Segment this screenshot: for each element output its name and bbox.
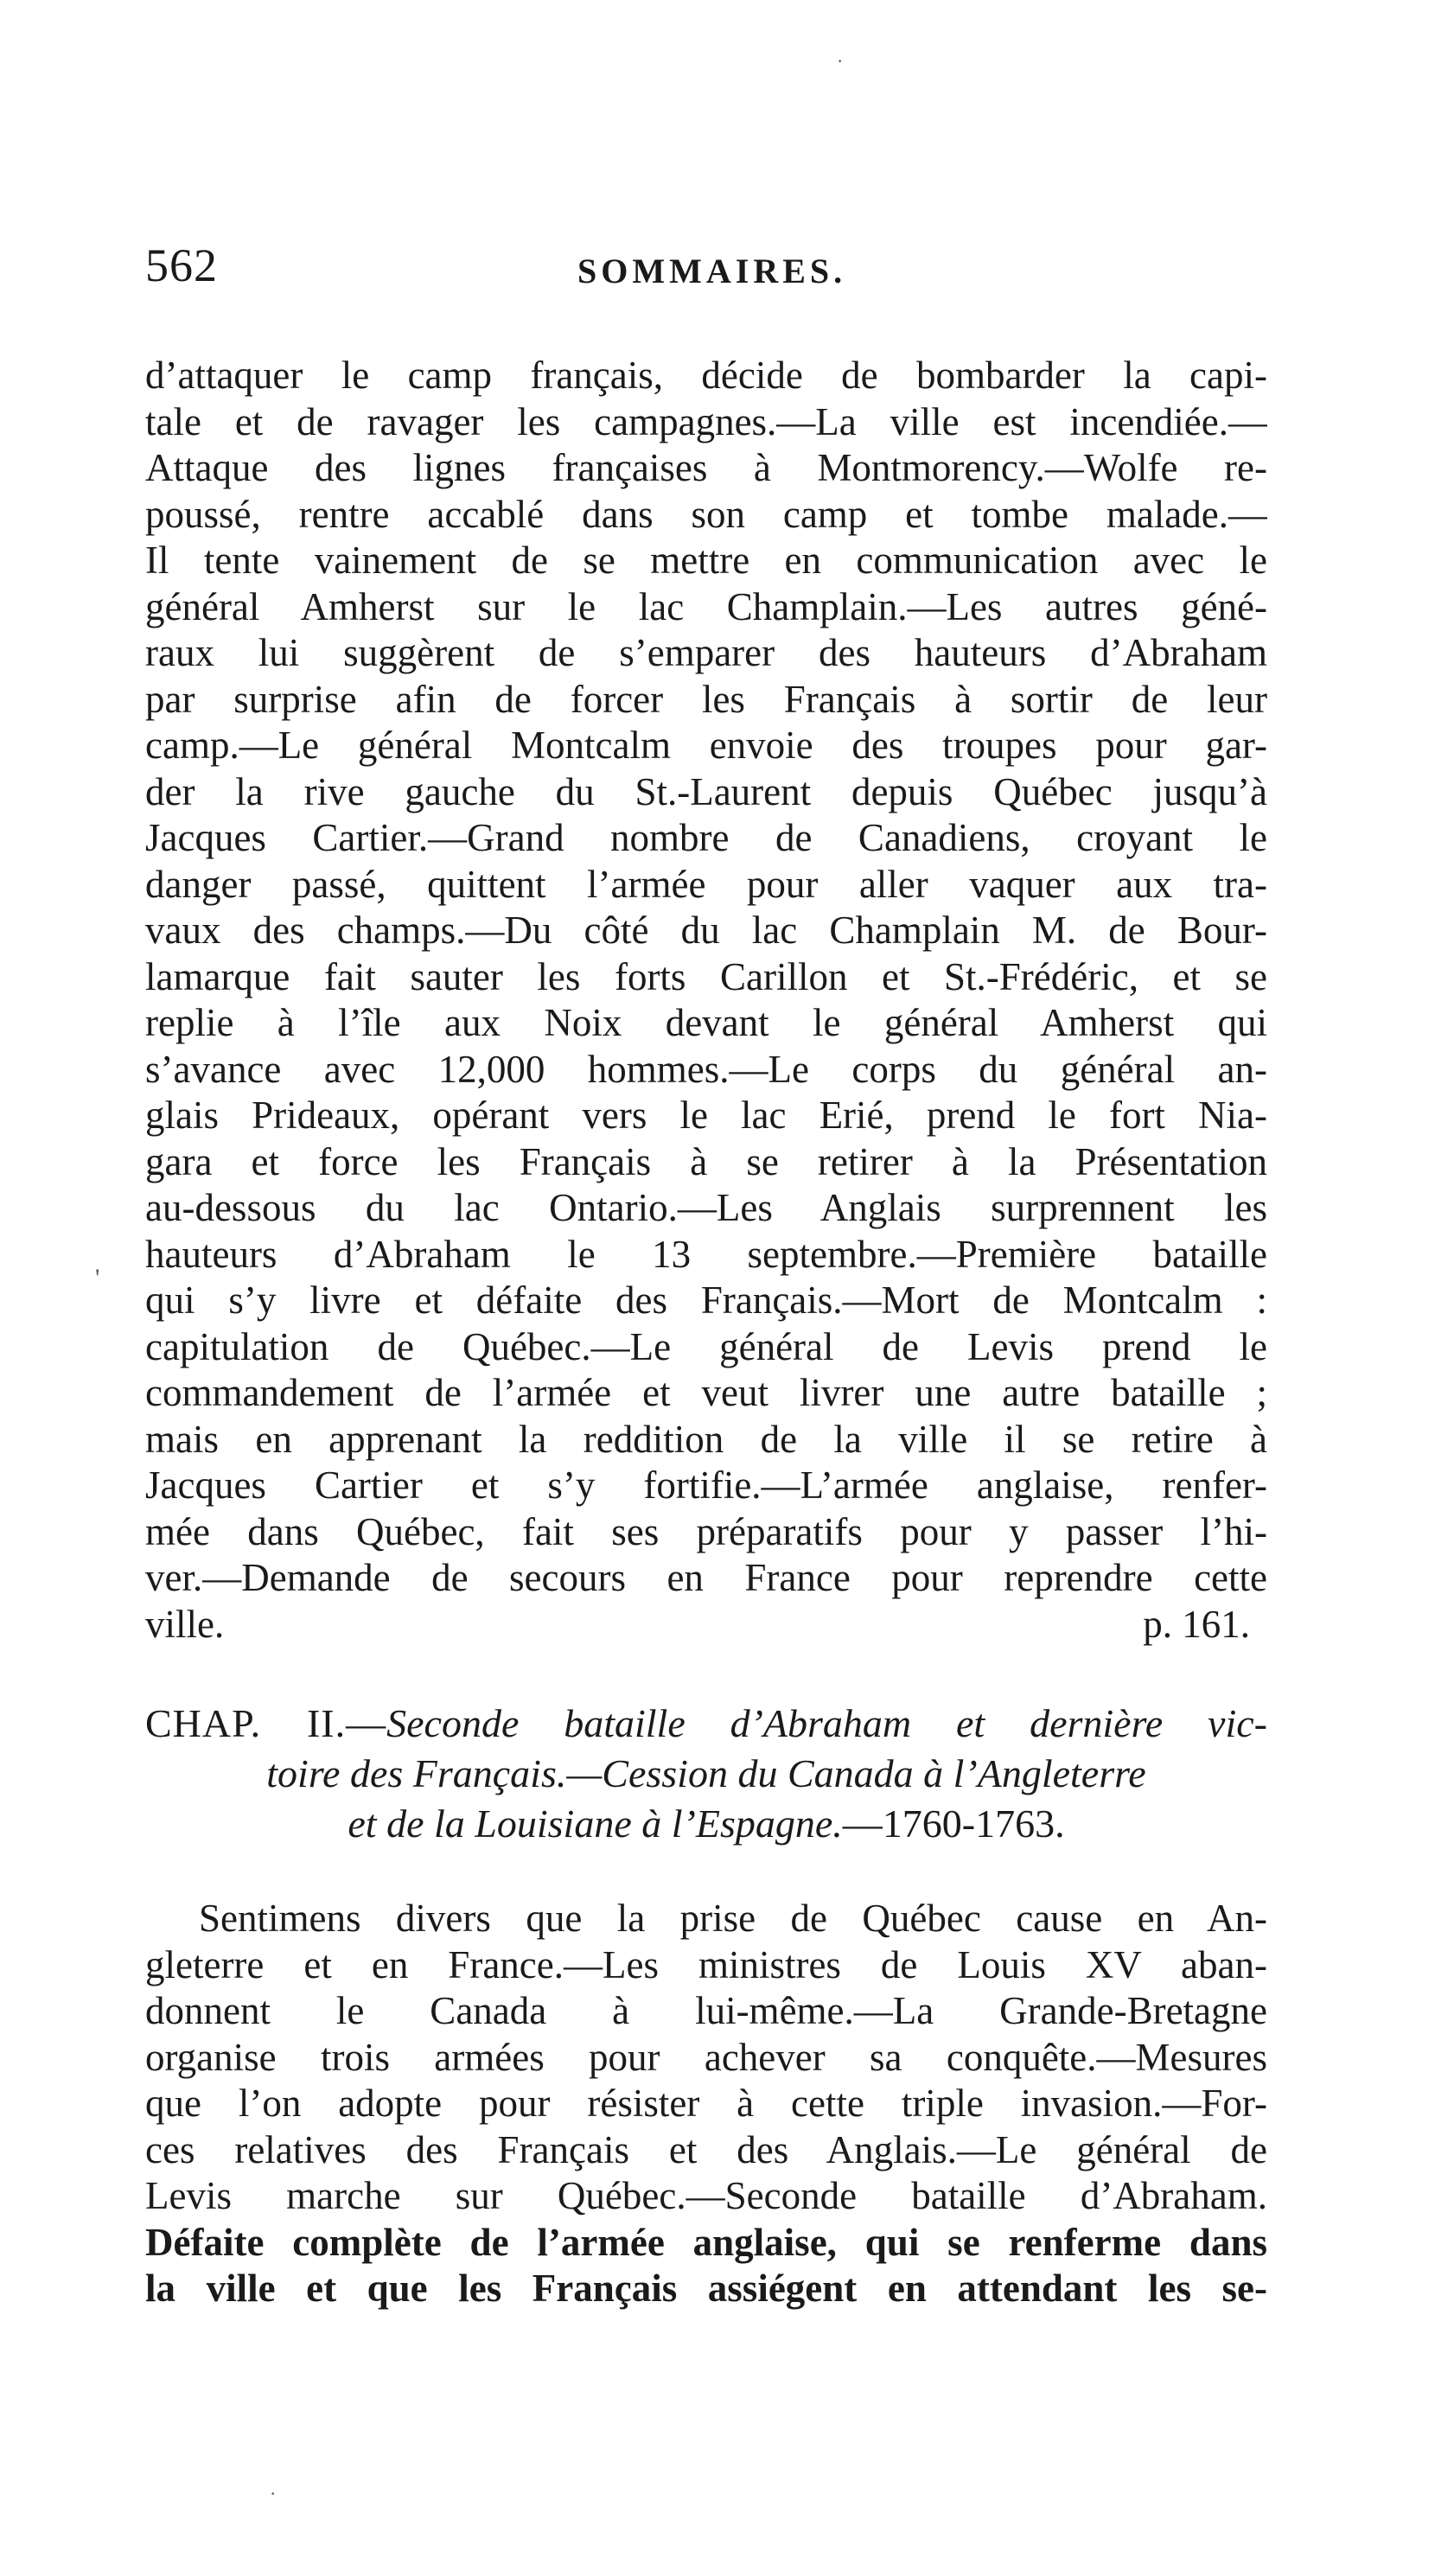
- chapter-title: et de la Louisiane à l’Espagne.: [348, 1801, 843, 1846]
- summary-chapter-2: [145, 1896, 1267, 2312]
- text-line: raux lui suggèrent de s’emparer des hauteurs d’Abraham: [145, 631, 1267, 674]
- text-line: der la rive gauche du St.-Laurent depuis Québec jusqu’à: [145, 769, 1267, 813]
- margin-mark: ': [95, 1264, 100, 1292]
- text-line: Attaque des lignes françaises à Montmorency.—Wolfe re-: [145, 446, 1267, 489]
- text-line: commandement de l’armée et veut livrer une autre bataille ;: [145, 1371, 1267, 1414]
- text-line: mée dans Québec, fait ses préparatifs pour y passer l’hi-: [145, 1509, 1267, 1553]
- text-line: Sentimens divers que la prise de Québec cause en An-: [199, 1897, 1267, 1940]
- text-line: vaux des champs.—Du côté du lac Champlain M. de Bour-: [145, 909, 1267, 952]
- text-line: Il tente vainement de se mettre en communication avec le: [145, 539, 1267, 582]
- text-line: tale et de ravager les campagnes.—La ville est incendiée.—: [145, 399, 1267, 443]
- chapter-title: Seconde bataille d’Abraham et dernière vic-: [386, 1701, 1267, 1745]
- text-line: hauteurs d’Abraham le 13 septembre.—Première bataille: [145, 1232, 1267, 1276]
- chapter-label: CHAP. II.—: [145, 1701, 387, 1745]
- text-line: capitulation de Québec.—Le général de Levis prend le: [145, 1324, 1267, 1368]
- text-line: qui s’y livre et défaite des Français.—Mort de Montcalm :: [145, 1278, 1267, 1322]
- page-number: 562: [145, 239, 218, 291]
- chapter-heading-line: [145, 1699, 1267, 1749]
- chapter-title: toire des Français.—Cession du Canada à l’Angleterre: [266, 1751, 1146, 1795]
- page-header: [145, 239, 1269, 299]
- text-line: la ville et que les Français assiégent en attendant les se-: [145, 2267, 1267, 2310]
- chapter-heading: [145, 1699, 1267, 1849]
- text-line: replie à l’île aux Noix devant le général Amherst qui: [145, 1001, 1267, 1044]
- page-reference-line: [145, 1602, 1267, 1648]
- text-line: Levis marche sur Québec.—Seconde bataille d’Abraham.: [145, 2174, 1267, 2217]
- text-line: camp.—Le général Montcalm envoie des troupes pour gar-: [145, 724, 1267, 767]
- text-line: s’avance avec 12,000 hommes.—Le corps du général an-: [145, 1047, 1267, 1091]
- text-line: d’attaquer le camp français, décide de bombarder la capi-: [145, 354, 1267, 397]
- text-line: au-dessous du lac Ontario.—Les Anglais surprennent les: [145, 1186, 1267, 1229]
- print-speck: ·: [837, 50, 844, 72]
- text-line: Jacques Cartier.—Grand nombre de Canadiens, croyant le: [145, 816, 1267, 859]
- text-line: ver.—Demande de secours en France pour reprendre cette: [145, 1556, 1267, 1599]
- print-speck: ·: [270, 2483, 277, 2504]
- text-line: général Amherst sur le lac Champlain.—Les autres géné-: [145, 584, 1267, 628]
- text-line: ville.: [145, 1602, 225, 1646]
- text-line: Défaite complète de l’armée anglaise, qui se renferme dans: [145, 2220, 1267, 2264]
- text-line: danger passé, quittent l’armée pour aller vaquer aux tra-: [145, 862, 1267, 906]
- text-line: glais Prideaux, opérant vers le lac Erié, prend le fort Nia-: [145, 1094, 1267, 1137]
- text-line: Jacques Cartier et s’y fortifie.—L’armée anglaise, renfer-: [145, 1463, 1267, 1507]
- text-line: lamarque fait sauter les forts Carillon et St.-Frédéric, et se: [145, 954, 1267, 998]
- page-reference: p. 161.: [1143, 1602, 1250, 1646]
- text-line: gleterre et en France.—Les ministres de Louis XV aban-: [145, 1942, 1267, 1986]
- chapter-heading-line: [145, 1799, 1267, 1849]
- text-line: par surprise afin de forcer les Français à sortir de leur: [145, 677, 1267, 721]
- text-line: mais en apprenant la reddition de la ville il se retire à: [145, 1417, 1267, 1461]
- chapter-dates: —1760-1763.: [842, 1801, 1065, 1846]
- running-head: SOMMAIRES.: [577, 252, 847, 290]
- text-line: que l’on adopte pour résister à cette triple invasion.—For-: [145, 2082, 1267, 2125]
- text-line: poussé, rentre accablé dans son camp et tombe malade.—: [145, 492, 1267, 536]
- summary-chapter-1-continued: [145, 353, 1267, 1648]
- text-line: organise trois armées pour achever sa conquête.—Mesures: [145, 2035, 1267, 2079]
- text-line: gara et force les Français à se retirer à la Présentation: [145, 1139, 1267, 1183]
- text-line: ces relatives des Français et des Anglais.—Le général de: [145, 2127, 1267, 2171]
- text-line: donnent le Canada à lui-même.—La Grande-Bretagne: [145, 1989, 1267, 2032]
